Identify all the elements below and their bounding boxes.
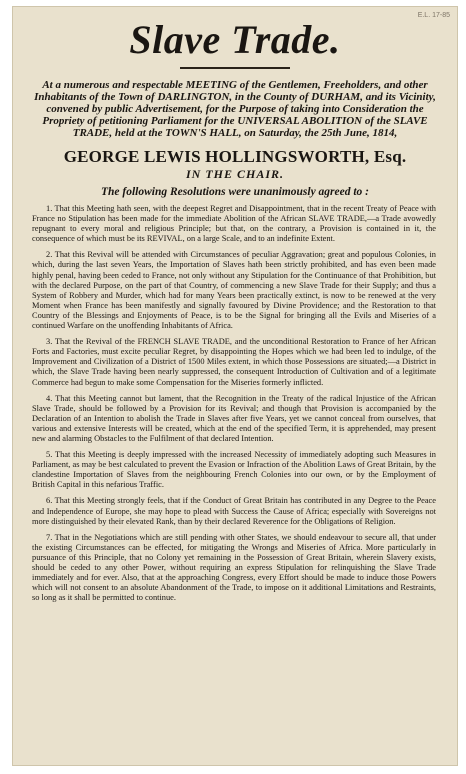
resolution-2: 2. That this Revival will be attended with Circumstances of peculiar Aggravation; great and populous Colonies, in which, during the last seven Years, the Importation of Slaves hath been strictly prohibited, and has even been made highly penal, having been ceded to France, not only without any Stipulation for the Continuance of that Prohibition, but with the declared Purpose, on the part of that Country, of commencing a new Slave Trade for their Supply; and thus a System of Robbery and Murder, which had for many Years been practically extinct, is now to be renewed at the very Moment when France has been manifestly and signally favoured by Divine Providence; and the Restoration to that Country of the Blessings and Enjoyments of Peace, is to be the Signal for bringing all the Evils and Miseries of a continued Warfare on the unoffending Inhabitants of Africa. — [32, 250, 436, 331]
resolution-3: 3. That the Revival of the FRENCH SLAVE TRADE, and the unconditional Restoration to France of her African Forts and Factories, must excite peculiar Regret, by disappointing the Hopes which we had been led to indulge, of the Improvement and Civilization of a District of 1500 Miles extent, in which those Possessions are situated;—a District in which, the Slave Trade having been nearly suppressed, the consequent Introduction of Cultivation and of a legitimate Commerce had begun to make some Compensation for the Miseries formerly inflicted. — [32, 337, 436, 387]
handbill-page — [12, 6, 458, 766]
title-rule — [180, 67, 290, 69]
chair-line: IN THE CHAIR. — [185, 167, 285, 181]
document-title: Slave Trade. — [129, 17, 341, 62]
catalogue-number: E.L. 17-85 — [417, 12, 450, 19]
resolution-5: 5. That this Meeting is deeply impressed with the increased Necessity of immediately adopting such Measures in Parliament, as may be best calculated to prevent the Evasion or Infraction of the Abolition Laws of Great Britain, by the clandestine Importation of Slaves from the neighbouring French Colonies into our own, or by the Employment of British Capital in this nefarious Traffic. — [32, 450, 436, 490]
chairman-name: GEORGE LEWIS HOLLINGSWORTH, Esq. — [63, 147, 407, 166]
resolution-6: 6. That this Meeting strongly feels, that if the Conduct of Great Britain has contributed in any Degree to the Peace and Independence of Europe, she may hope to plead with Success the Cause of Africa; especially with Sovereigns not more distinguished by their elevated Rank, than by their declared Reverence for the Obligations of Religion. — [32, 496, 436, 526]
resolution-7: 7. That in the Negotiations which are still pending with other States, we should endeavour to secure all, that under the existing Circumstances can be effected, for mitigating the Wrongs and Miseries of Africa. More particularly in pursuance of this Principle, that no Colony yet remaining in the Possession of Great Britain, wherein Slavery exists, should be ceded to any other Power, without requiring an express Stipulation for relinquishing the Slave Trade immediately and for ever. Also, that at the approaching Congress, every Effort should be made to induce those Powers which will not consent to an absolute Abandonment of the Trade, to impose on it additional Limitations and Restraints, so long as it shall be permitted to continue. — [32, 532, 436, 603]
resolution-1: 1. That this Meeting hath seen, with the deepest Regret and Disappointment, that in the recent Treaty of Peace with France no Stipulation has been made for the immediate Abolition of the African SLAVE TRADE,—a Trade avowedly repugnant to every moral and religious Principle; but that, on the contrary, a Provision is contained in it, the consequence of which must be its REVIVAL, on a large Scale, and to an indefinite Extent. — [32, 204, 436, 244]
meeting-announcement: At a numerous and respectable MEETING of the Gentlemen, Freeholders, and other Inhabitants of the Town of DARLINGTON, in the County of DURHAM, and its Vicinity, convened by public Advertisement, for the Purpose of taking into Consideration the Propriety of petitioning Parliament for the UNIVERSAL ABOLITION of the SLAVE TRADE, held at the TOWN'S HALL, on Saturday, the 25th June, 1814, — [34, 79, 436, 139]
resolutions-list — [32, 204, 436, 603]
resolution-4: 4. That this Meeting cannot but lament, that the Recognition in the Treaty of the radical Injustice of the African Slave Trade, should be followed by a Provision for its Revival; and though that Provision is accompanied by the Declaration of an Intention to abolish the Trade in Slaves after five Years, yet we cannot conceal from ourselves, that various and extensive Interests will be created, which at the end of the specified Term, it is apprehended, may present new and alarming Obstacles to the Fulfilment of that declared Intention. — [32, 393, 436, 443]
resolutions-heading: The following Resolutions were unanimously agreed to : — [100, 186, 370, 198]
